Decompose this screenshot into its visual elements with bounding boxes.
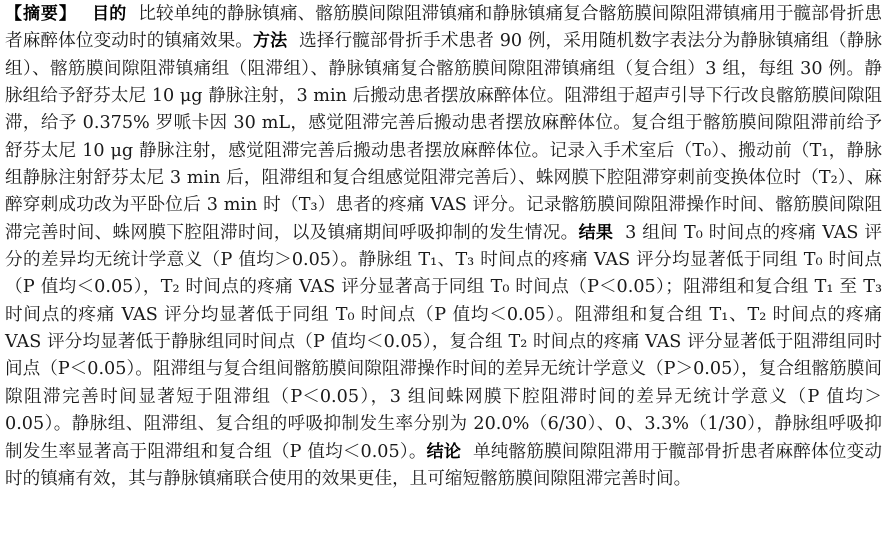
objective-label: 目的: [92, 4, 127, 24]
methods-text: 选择行髋部骨折手术患者 90 例，采用随机数字表法分为静脉镇痛组（静脉组）、髂筋膜间隙阻滞镇痛组（阻滞组）、静脉镇痛复合髂筋膜间隙阻滞镇痛组（复合组）3 组，每组 30 例。静脉组给予舒芬太尼 10 μg 静脉注射，3 min 后搬动患者摆放麻醉体位。阻滞组于超声引导下行改良髂筋膜间隙阻滞，给予 0.375% 罗哌卡因 30 mL，感觉阻滞完善后搬动患者摆放麻醉体位。复合组于髂筋膜间隙阻滞前给予舒芬太尼 10 μg 静脉注射，感觉阻滞完善后搬动患者摆放麻醉体位。记录入手术室后（T₀）、搬动前（T₁，静脉组静脉注射舒芬太尼 3 min 后，阻滞组和复合组感觉阻滞完善后）、蛛网膜下腔阻滞穿刺前变换体位时（T₂）、麻醉穿刺成功改为平卧位后 3 min 时（T₃）患者的疼痛 VAS 评分。记录髂筋膜间隙阻滞操作时间、髂筋膜间隙阻滞完善时间、蛛网膜下腔阻滞时间，以及镇痛期间呼吸抑制的发生情况。: [5, 31, 883, 243]
objective-text: 比较单纯的静脉镇痛、髂筋膜间隙阻滞镇痛和静脉镇痛复合髂筋膜间隙阻滞镇痛用于髋部骨折患者麻醉体位变动时的镇痛效果。: [5, 4, 882, 52]
conclusion-text: 单纯髂筋膜间隙阻滞用于髋部骨折患者麻醉体位变动时的镇痛有效，其与静脉镇痛联合使用的效果更佳，且可缩短髂筋膜间隙阻滞完善时间。: [5, 441, 882, 489]
methods-label: 方法: [253, 31, 288, 52]
results-text: 3 组间 T₀ 时间点的疼痛 VAS 评分的差异均无统计学意义（P 值均＞0.05）。静脉组 T₁、T₃ 时间点的疼痛 VAS 评分均显著低于同组 T₀ 时间点（P 值均＜0.05），T₂ 时间点的疼痛 VAS 评分显著高于同组 T₀ 时间点（P＜0.05）；阻滞组和复合组 T₁ 至 T₃ 时间点的疼痛 VAS 评分均显著低于同组 T₀ 时间点（P 值均＜0.05）。阻滞组和复合组 T₁、T₂ 时间点的疼痛 VAS 评分均显著低于静脉组同时间点（P 值均＜0.05），复合组 T₂ 时间点的疼痛 VAS 评分显著低于阻滞组同时间点（P＜0.05）。阻滞组与复合组间髂筋膜间隙阻滞操作时间的差异无统计学意义（P＞0.05），复合组髂筋膜间隙阻滞完善时间显著短于阻滞组（P＜0.05），3 组间蛛网膜下腔阻滞时间的差异无统计学意义（P 值均＞0.05）。静脉组、阻滞组、复合组的呼吸抑制发生率分别为 20.0%（6/30）、0、3.3%（1/30），静脉组呼吸抑制发生率显著高于阻滞组和复合组（P 值均＜0.05）。: [5, 222, 882, 462]
abstract-heading-label: 【摘要】: [5, 4, 77, 24]
results-label: 结果: [578, 222, 614, 243]
abstract-paragraph: [5, 1, 882, 493]
conclusion-label: 结论: [426, 441, 462, 462]
